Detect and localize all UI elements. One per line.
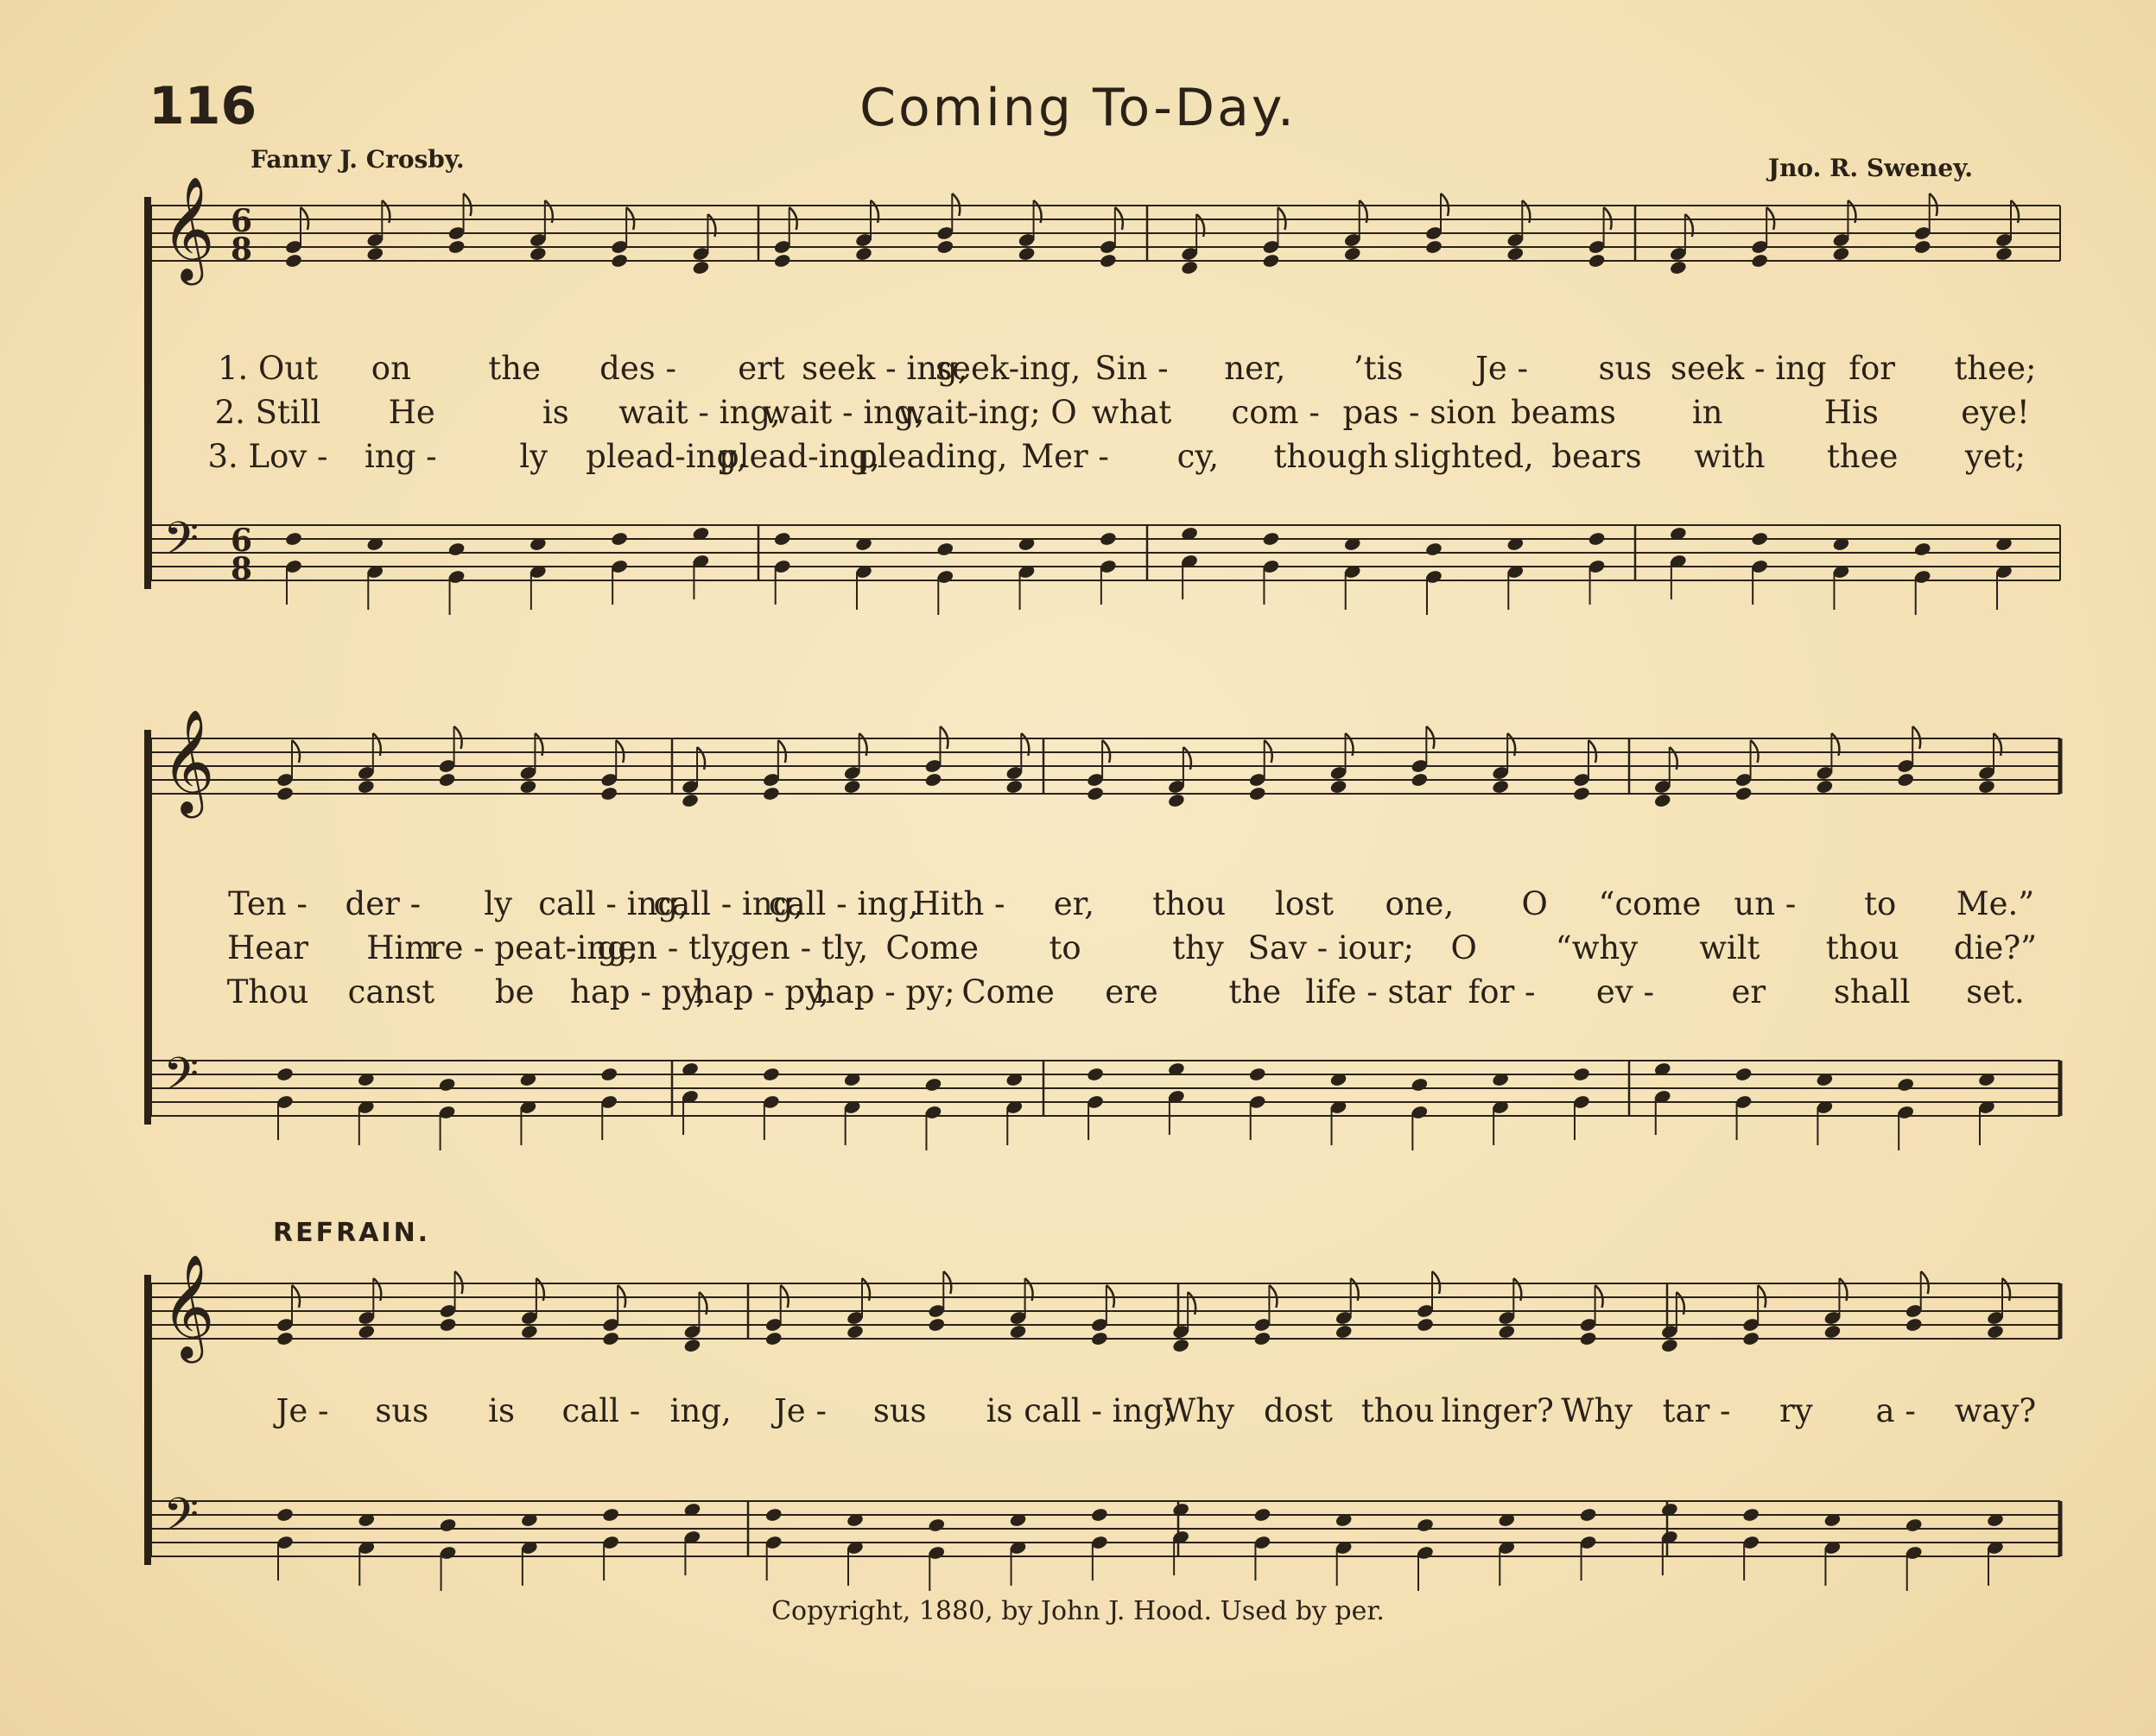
lyric-syllable: 2. Still	[214, 394, 321, 431]
system-1-treble-notehead	[854, 246, 872, 262]
system-3-treble-notehead	[1335, 1324, 1353, 1340]
lyric-syllable: Ten -	[228, 885, 308, 922]
lyric-syllable: the	[488, 350, 542, 387]
lyric-syllable: set.	[1966, 973, 2025, 1011]
lyric-syllable: beams	[1511, 394, 1616, 431]
system-2-treble-notehead	[1572, 786, 1590, 801]
lyric-syllable: plead-ing,	[718, 438, 880, 475]
system-1-bass-time-denominator: 8	[231, 551, 253, 587]
lyric-syllable: die?”	[1953, 929, 2038, 966]
system-3-treble-notehead	[1416, 1317, 1434, 1333]
system-2-treble-notehead	[1977, 779, 1995, 795]
system-2-bass-notehead	[276, 1067, 294, 1082]
lyric-line	[0, 929, 2156, 969]
lyric-syllable: O	[1521, 885, 1548, 922]
lyric-syllable: tar -	[1662, 1392, 1731, 1429]
lyric-syllable: wilt	[1699, 929, 1760, 966]
system-3-bass-notehead	[1416, 1517, 1434, 1533]
lyric-syllable: thou	[1360, 1392, 1435, 1429]
system-2-treble-notehead	[1329, 779, 1348, 795]
lyric-syllable: yet;	[1964, 438, 2026, 475]
lyric-syllable: canst	[347, 973, 435, 1011]
system-1-bass-notehead	[1913, 542, 1931, 557]
system-3-treble-notehead	[439, 1317, 457, 1333]
system-3-treble-notehead	[1009, 1324, 1027, 1340]
system-3-treble-notehead	[1090, 1331, 1108, 1346]
lyric-syllable: thou	[1825, 929, 1899, 966]
system-1-bass-clef-icon: 𝄢	[163, 513, 200, 577]
system-1-treble-notehead	[1262, 253, 1280, 269]
lyric-syllable: Sin -	[1094, 350, 1169, 387]
lyric-syllable: eye!	[1961, 394, 2030, 431]
system-1-brace	[144, 197, 151, 589]
lyric-syllable: a -	[1875, 1392, 1916, 1429]
lyric-line	[0, 438, 2156, 478]
lyric-syllable: thee;	[1954, 350, 2037, 387]
lyric-syllable: lost	[1275, 885, 1334, 922]
lyric-syllable: ry	[1779, 1392, 1813, 1429]
system-3-bass-notehead	[1253, 1507, 1271, 1523]
lyric-syllable: seek - ing,	[802, 350, 968, 387]
system-2-bass-notehead	[438, 1077, 456, 1093]
system-3-bass-notehead	[601, 1507, 619, 1523]
system-1-treble-clef-icon: 𝄞	[162, 175, 215, 281]
system-2-treble-notehead	[843, 779, 861, 795]
system-1-treble-notehead	[1506, 246, 1525, 262]
system-3-bass-notehead	[1090, 1507, 1108, 1523]
lyric-syllable: call - ing;	[1024, 1392, 1175, 1429]
system-3-treble-notehead	[1986, 1324, 2004, 1340]
system-3-bass-notehead	[928, 1517, 946, 1533]
system-3-treble-notehead	[1660, 1338, 1678, 1353]
lyric-syllable: pleading,	[857, 438, 1008, 475]
lyric-syllable: thou	[1152, 885, 1227, 922]
system-3-bass-notehead	[276, 1507, 294, 1523]
system-2-bass-notehead	[1572, 1067, 1590, 1082]
system-3-bass-notehead	[439, 1517, 457, 1533]
system-3-treble-notehead	[1905, 1317, 1923, 1333]
system-3-treble-notehead	[764, 1331, 783, 1346]
lyric-syllable: His	[1823, 394, 1879, 431]
lyric-syllable: the	[1228, 973, 1282, 1011]
lyric-syllable: call -	[561, 1392, 641, 1429]
lyric-syllable: wait - ing,	[618, 394, 781, 431]
lyric-syllable: O	[1450, 929, 1477, 966]
lyric-syllable: gen - tly,	[597, 929, 736, 966]
lyric-syllable: call - ing,	[538, 885, 688, 922]
system-2-treble-notehead	[681, 793, 699, 808]
lyric-syllable: sus	[1598, 350, 1652, 387]
system-1-treble-notehead	[1750, 253, 1768, 269]
system-1-treble-notehead	[1180, 260, 1198, 276]
lyric-syllable: ’tis	[1353, 350, 1404, 387]
system-1-bass-notehead	[773, 531, 791, 547]
system-1-bass-notehead	[1262, 531, 1280, 547]
lyric-line	[0, 350, 2156, 390]
system-1-treble-notehead	[529, 246, 547, 262]
system-2-treble-notehead	[1086, 786, 1104, 801]
lyric-syllable: thee	[1826, 438, 1899, 475]
lyric-syllable: ert	[738, 350, 785, 387]
refrain-label: REFRAIN.	[273, 1218, 431, 1248]
system-1-bass-notehead	[284, 531, 302, 547]
system-3-bass-notehead	[764, 1507, 783, 1523]
system-1-treble-notehead	[773, 253, 791, 269]
system-2-treble-notehead	[924, 772, 942, 788]
system-1-treble-time-numerator: 6	[231, 203, 253, 239]
lyric-syllable: for -	[1468, 973, 1536, 1011]
lyric-syllable: 3. Lov -	[207, 438, 328, 475]
lyric-syllable: com -	[1231, 394, 1320, 431]
lyric-syllable: slighted,	[1393, 438, 1534, 475]
system-1-treble-notehead	[610, 253, 628, 269]
lyric-syllable: wait-ing; O	[897, 394, 1077, 431]
system-3-bass-notehead	[1741, 1507, 1760, 1523]
system-1-treble-notehead	[1343, 246, 1361, 262]
system-2-bass-clef-icon: 𝄢	[163, 1049, 200, 1112]
lyric-syllable: ere	[1105, 973, 1158, 1011]
system-1-treble-notehead	[1913, 239, 1931, 255]
lyric-syllable: to	[1864, 885, 1897, 922]
hymn-title: Coming To-Day.	[859, 78, 1297, 138]
system-3-treble-notehead	[683, 1338, 701, 1353]
system-1-treble-notehead	[447, 239, 466, 255]
lyric-syllable: life - star	[1305, 973, 1452, 1011]
lyric-syllable: is	[488, 1392, 515, 1429]
lyric-syllable: Me.”	[1956, 885, 2035, 922]
system-2-bass-notehead	[1086, 1067, 1104, 1082]
lyric-syllable: is	[986, 1392, 1013, 1429]
system-3-bass-notehead	[1579, 1507, 1597, 1523]
system-2-treble-notehead	[438, 772, 456, 788]
system-1-treble-notehead	[284, 253, 302, 269]
system-2-treble-notehead	[1816, 779, 1834, 795]
lyric-syllable: un -	[1734, 885, 1797, 922]
lyric-syllable: way?	[1954, 1392, 2037, 1429]
system-2-treble-notehead	[1167, 793, 1185, 808]
lyric-syllable: Je -	[1475, 350, 1529, 387]
lyric-syllable: seek - ing	[1670, 350, 1827, 387]
lyric-syllable: seek-ing,	[935, 350, 1081, 387]
system-2-brace	[144, 730, 151, 1125]
lyric-syllable: er,	[1053, 885, 1094, 922]
system-1-bass-notehead	[936, 542, 954, 557]
copyright-notice: Copyright, 1880, by John J. Hood. Used by per.	[771, 1596, 1385, 1626]
system-3-treble-notehead	[928, 1317, 946, 1333]
system-1-treble-notehead	[1424, 239, 1443, 255]
system-3-treble-notehead	[358, 1324, 376, 1340]
lyric-syllable: with	[1694, 438, 1766, 475]
system-1-bass-notehead	[1750, 531, 1768, 547]
system-2-bass-notehead	[762, 1067, 780, 1082]
lyric-syllable: for	[1848, 350, 1895, 387]
system-2-treble-notehead	[1411, 772, 1429, 788]
lyric-syllable: Come	[885, 929, 980, 966]
lyric-syllable: hap - py,	[693, 973, 829, 1011]
system-1-bass-notehead	[1424, 542, 1443, 557]
system-3-treble-notehead	[276, 1331, 294, 1346]
lyric-syllable: ing,	[669, 1392, 732, 1429]
lyric-syllable: hap - py;	[814, 973, 955, 1011]
lyric-syllable: bears	[1551, 438, 1642, 475]
lyric-syllable: Why	[1561, 1392, 1633, 1429]
system-3-treble-notehead	[1498, 1324, 1516, 1340]
system-3-treble-notehead	[1823, 1324, 1842, 1340]
lyric-syllable: der -	[345, 885, 422, 922]
system-1-treble-notehead	[1832, 246, 1850, 262]
system-1-treble-time-denominator: 8	[231, 231, 253, 268]
lyric-syllable: des -	[599, 350, 676, 387]
system-1-treble-notehead	[366, 246, 384, 262]
lyricist-credit: Fanny J. Crosby.	[250, 145, 465, 174]
lyric-syllable: ev -	[1595, 973, 1654, 1011]
lyric-line	[0, 1392, 2156, 1432]
lyric-syllable: sus	[375, 1392, 429, 1429]
system-2-bass-notehead	[1248, 1067, 1266, 1082]
page-number: 116	[149, 76, 257, 136]
lyric-syllable: pas - sion	[1342, 394, 1497, 431]
system-1-treble-notehead	[692, 260, 710, 276]
lyric-syllable: on	[371, 350, 411, 387]
system-3-treble-notehead	[1579, 1331, 1597, 1346]
lyric-syllable: He	[388, 394, 435, 431]
system-1-treble-notehead	[1994, 246, 2013, 262]
system-1-treble-notehead	[1588, 253, 1606, 269]
lyric-line	[0, 394, 2156, 434]
lyric-syllable: call - ing,	[653, 885, 804, 922]
system-2-treble-notehead	[1248, 786, 1266, 801]
lyric-line	[0, 885, 2156, 925]
composer-credit: Jno. R. Sweney.	[1767, 154, 1973, 182]
lyric-syllable: Mer -	[1021, 438, 1109, 475]
system-1-bass-notehead	[447, 542, 466, 557]
system-2-treble-notehead	[1491, 779, 1509, 795]
lyric-syllable: Hear	[227, 929, 308, 966]
system-2-treble-notehead	[600, 786, 618, 801]
system-2-bass-notehead	[600, 1067, 618, 1082]
lyric-syllable: call - ing,	[768, 885, 919, 922]
lyric-syllable: er	[1731, 973, 1766, 1011]
lyric-syllable: what	[1091, 394, 1172, 431]
system-3-treble-notehead	[1171, 1338, 1189, 1353]
system-3-treble-notehead	[520, 1324, 538, 1340]
system-1-bass-notehead	[1588, 531, 1606, 547]
lyric-syllable: hap - py,	[570, 973, 707, 1011]
system-3-treble-notehead	[601, 1331, 619, 1346]
system-2-treble-clef-icon: 𝄞	[162, 708, 215, 814]
system-1-treble-notehead	[1018, 246, 1036, 262]
system-1-treble-notehead	[1099, 253, 1117, 269]
lyric-syllable: ing -	[365, 438, 437, 475]
system-2-treble-notehead	[276, 786, 294, 801]
system-2-treble-notehead	[357, 779, 375, 795]
system-3-treble-clef-icon: 𝄞	[162, 1253, 215, 1359]
lyric-syllable: be	[494, 973, 535, 1011]
lyric-line	[0, 973, 2156, 1013]
system-2-bass-notehead	[1411, 1077, 1429, 1093]
system-3-bass-clef-icon: 𝄢	[163, 1489, 200, 1553]
lyric-syllable: in	[1691, 394, 1723, 431]
system-1-bass-time-numerator: 6	[231, 523, 253, 559]
lyric-syllable: Why	[1163, 1392, 1235, 1429]
lyric-syllable: Thou	[226, 973, 309, 1011]
lyric-syllable: “come	[1598, 885, 1702, 922]
system-2-treble-notehead	[1897, 772, 1915, 788]
lyric-syllable: sus	[872, 1392, 927, 1429]
lyric-syllable: Him	[366, 929, 435, 966]
lyric-syllable: 1. Out	[217, 350, 319, 387]
lyric-syllable: Come	[961, 973, 1055, 1011]
system-2-treble-notehead	[1653, 793, 1671, 808]
system-3-treble-notehead	[846, 1324, 864, 1340]
lyric-syllable: ly	[484, 885, 513, 922]
lyric-syllable: re - peat-ing,	[428, 929, 638, 966]
lyric-syllable: wait - ing,	[762, 394, 925, 431]
system-2-treble-notehead	[762, 786, 780, 801]
lyric-syllable: Je -	[276, 1392, 329, 1429]
system-2-treble-notehead	[519, 779, 537, 795]
lyric-syllable: gen - tly,	[730, 929, 869, 966]
system-2-treble-notehead	[1005, 779, 1024, 795]
lyric-syllable: plead-ing,	[586, 438, 747, 475]
lyric-syllable: to	[1049, 929, 1081, 966]
lyric-syllable: dost	[1264, 1392, 1333, 1429]
system-2-bass-notehead	[1734, 1067, 1753, 1082]
lyric-syllable: is	[542, 394, 569, 431]
lyric-syllable: one,	[1385, 885, 1455, 922]
system-1-bass-notehead	[1099, 531, 1117, 547]
system-1-treble-notehead	[936, 239, 954, 255]
lyric-syllable: thy	[1172, 929, 1224, 966]
lyric-syllable: cy,	[1176, 438, 1220, 475]
lyric-syllable: linger?	[1441, 1392, 1554, 1429]
lyric-syllable: ner,	[1224, 350, 1286, 387]
lyric-syllable: though	[1273, 438, 1388, 475]
system-1-treble-notehead	[1669, 260, 1687, 276]
lyric-syllable: “why	[1555, 929, 1639, 966]
system-3-treble-notehead	[1253, 1331, 1271, 1346]
lyric-syllable: ly	[519, 438, 549, 475]
system-2-treble-notehead	[1734, 786, 1753, 801]
system-2-bass-notehead	[1897, 1077, 1915, 1093]
system-1-bass-notehead	[610, 531, 628, 547]
lyric-syllable: shall	[1833, 973, 1911, 1011]
lyric-syllable: Sav - iour;	[1247, 929, 1414, 966]
system-2-bass-notehead	[924, 1077, 942, 1093]
system-3-bass-notehead	[1905, 1517, 1923, 1533]
lyric-syllable: Je -	[773, 1392, 827, 1429]
lyric-syllable: Hith -	[912, 885, 1005, 922]
system-3-treble-notehead	[1741, 1331, 1760, 1346]
